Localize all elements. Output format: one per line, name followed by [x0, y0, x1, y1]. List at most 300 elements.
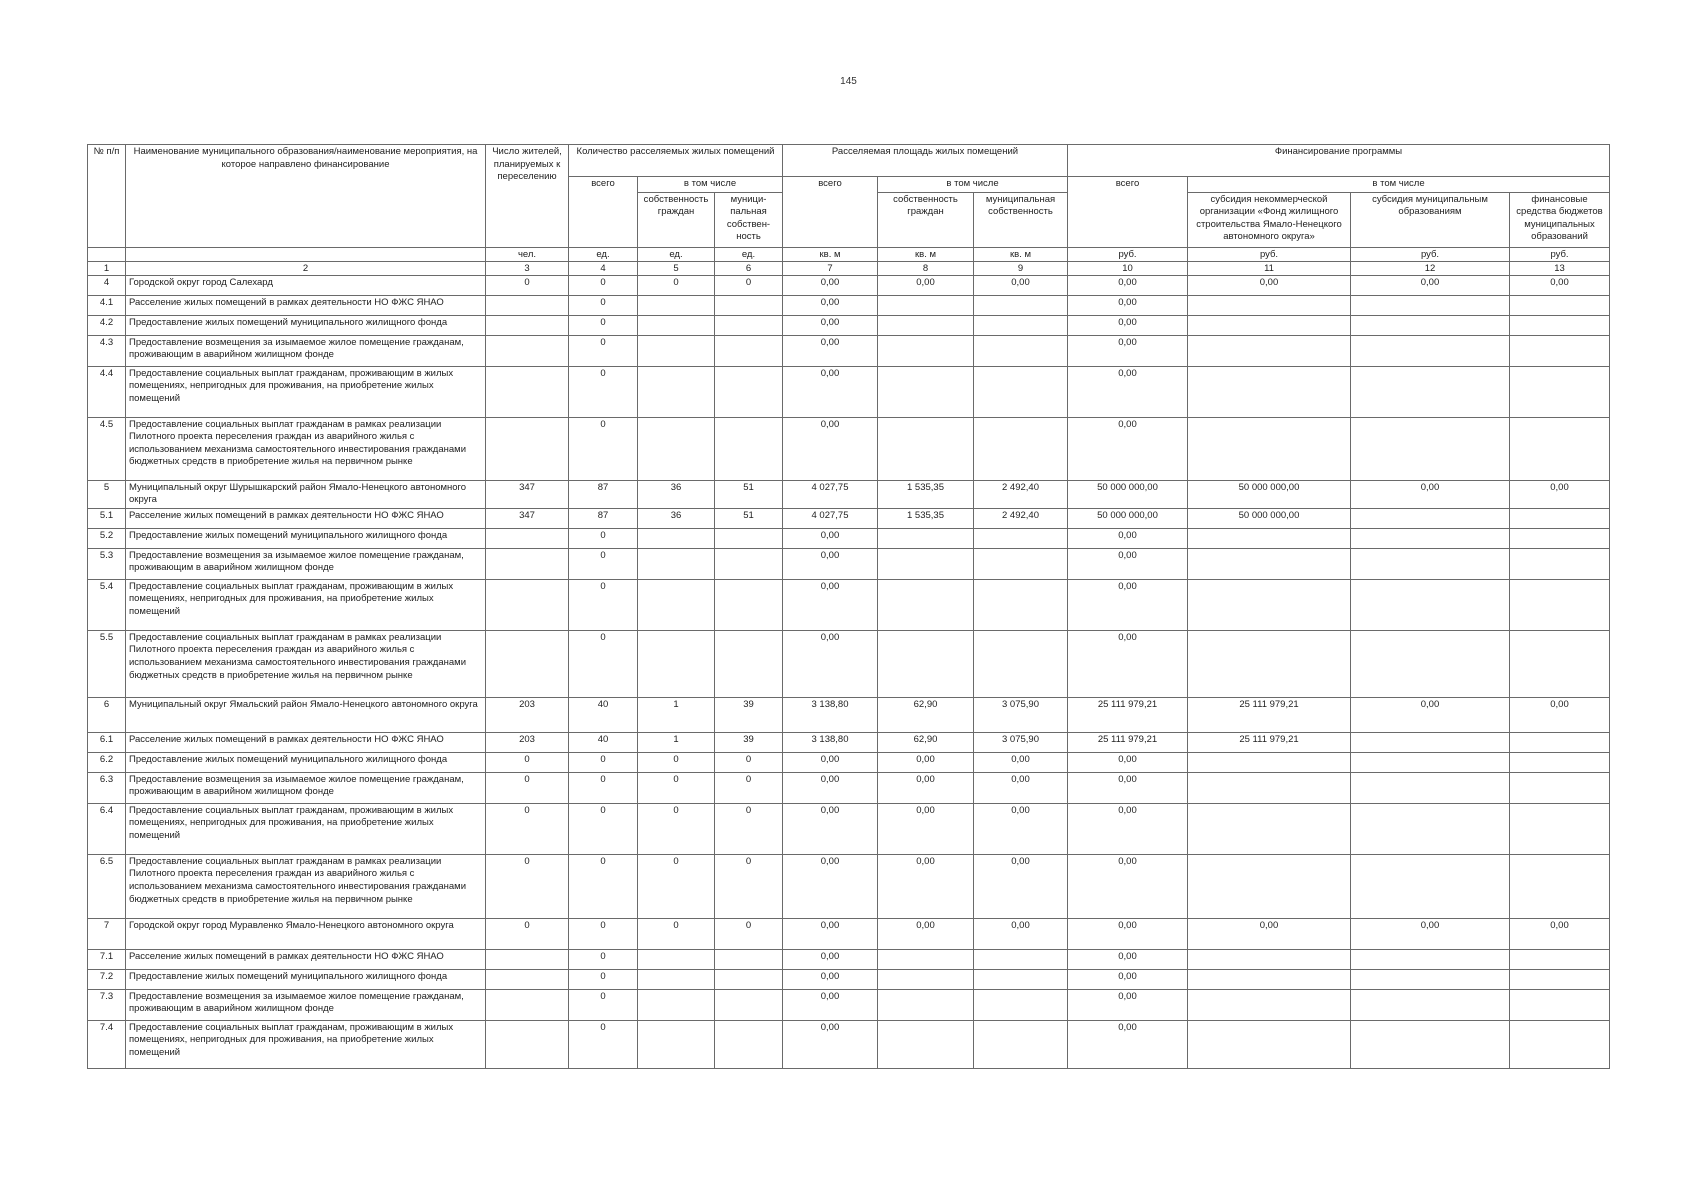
- value-cell: [638, 366, 715, 417]
- value-cell: [638, 295, 715, 315]
- value-cell: [1188, 854, 1351, 918]
- column-index: 3: [486, 261, 569, 275]
- row-number-cell: 4.2: [88, 315, 126, 335]
- table-row: [88, 969, 1610, 989]
- row-number-cell: 4.3: [88, 335, 126, 366]
- value-cell: 0,00: [974, 275, 1068, 295]
- value-cell: 51: [715, 508, 783, 528]
- table-row: [88, 949, 1610, 969]
- value-cell: 40: [569, 697, 638, 732]
- column-index: 8: [878, 261, 974, 275]
- value-cell: [638, 417, 715, 480]
- table-row: [88, 335, 1610, 366]
- value-cell: 0: [638, 275, 715, 295]
- value-cell: [1351, 803, 1510, 854]
- value-cell: [1188, 803, 1351, 854]
- value-cell: 0,00: [1068, 772, 1188, 803]
- value-cell: 0: [715, 918, 783, 949]
- column-index: 4: [569, 261, 638, 275]
- value-cell: 2 492,40: [974, 508, 1068, 528]
- value-cell: [1510, 989, 1610, 1020]
- value-cell: 0,00: [783, 417, 878, 480]
- value-cell: 0: [569, 335, 638, 366]
- value-cell: [715, 969, 783, 989]
- value-cell: [715, 528, 783, 548]
- value-cell: [878, 528, 974, 548]
- value-cell: [1351, 1020, 1510, 1068]
- value-cell: [878, 1020, 974, 1068]
- row-name-cell: Предоставление социальных выплат гражданам, проживающим в жилых помещениях, непригодных для проживания, на приобретение жилых помещений: [126, 1020, 486, 1068]
- value-cell: [1510, 772, 1610, 803]
- row-name-cell: Предоставление возмещения за изымаемое жилое помещение гражданам, проживающим в аварийном жилищном фонде: [126, 548, 486, 579]
- row-name-cell: Предоставление социальных выплат гражданам, проживающим в жилых помещениях, непригодных для проживания, на приобретение жилых помещений: [126, 366, 486, 417]
- value-cell: 0: [486, 752, 569, 772]
- value-cell: [878, 335, 974, 366]
- unit-cell: ед.: [569, 247, 638, 261]
- header-qty-incl: в том числе: [638, 177, 783, 193]
- row-number-cell: 5: [88, 480, 126, 508]
- value-cell: [1351, 732, 1510, 752]
- value-cell: [486, 969, 569, 989]
- row-number-cell: 5.5: [88, 630, 126, 697]
- value-cell: 0,00: [783, 989, 878, 1020]
- unit-cell: чел.: [486, 247, 569, 261]
- header-qty-group: Количество расселяемых жилых помещений: [569, 145, 783, 177]
- value-cell: 0: [486, 772, 569, 803]
- table-row: [88, 752, 1610, 772]
- row-number-cell: 7.3: [88, 989, 126, 1020]
- value-cell: [715, 335, 783, 366]
- value-cell: 87: [569, 480, 638, 508]
- value-cell: 0,00: [1510, 480, 1610, 508]
- row-name-cell: Предоставление жилых помещений муниципального жилищного фонда: [126, 969, 486, 989]
- table-row: [88, 480, 1610, 508]
- value-cell: 0: [569, 949, 638, 969]
- value-cell: 0,00: [1068, 854, 1188, 918]
- value-cell: [974, 1020, 1068, 1068]
- value-cell: [1351, 630, 1510, 697]
- value-cell: 0,00: [1068, 579, 1188, 630]
- value-cell: 0,00: [783, 752, 878, 772]
- value-cell: [878, 417, 974, 480]
- unit-cell: кв. м: [783, 247, 878, 261]
- table-body: [88, 275, 1610, 1068]
- row-name-cell: Муниципальный округ Шурышкарский район Ямало-Ненецкого автономного округа: [126, 480, 486, 508]
- value-cell: [1510, 969, 1610, 989]
- value-cell: [1188, 315, 1351, 335]
- value-cell: 0,00: [1068, 989, 1188, 1020]
- value-cell: 25 111 979,21: [1188, 732, 1351, 752]
- value-cell: 1 535,35: [878, 508, 974, 528]
- row-name-cell: Предоставление возмещения за изымаемое жилое помещение гражданам, проживающим в аварийном жилищном фонде: [126, 989, 486, 1020]
- value-cell: [878, 366, 974, 417]
- value-cell: [715, 366, 783, 417]
- row-number-cell: 5.3: [88, 548, 126, 579]
- header-area-total: всего: [783, 177, 878, 248]
- value-cell: [878, 315, 974, 335]
- row-number-cell: 4.1: [88, 295, 126, 315]
- header-subsidy-fund: субсидия некоммерческой организации «Фонд жилищного строительства Ямало-Ненецкого автономного округа»: [1188, 192, 1351, 247]
- value-cell: 0: [569, 528, 638, 548]
- value-cell: [1188, 366, 1351, 417]
- value-cell: 0,00: [1068, 417, 1188, 480]
- value-cell: [1510, 315, 1610, 335]
- value-cell: 0,00: [974, 752, 1068, 772]
- value-cell: [1188, 949, 1351, 969]
- value-cell: [638, 548, 715, 579]
- value-cell: [715, 949, 783, 969]
- value-cell: 0: [569, 548, 638, 579]
- row-number-cell: 4.5: [88, 417, 126, 480]
- row-name-cell: Городской округ город Салехард: [126, 275, 486, 295]
- value-cell: [1188, 1020, 1351, 1068]
- value-cell: 0: [638, 918, 715, 949]
- row-name-cell: Предоставление социальных выплат гражданам в рамках реализации Пилотного проекта переселения граждан из аварийного жилья с использованием механизма самостоятельного инвестирования гражданами бюджетных средств в приобретение жилья на первичном рынке: [126, 630, 486, 697]
- value-cell: 0,00: [1068, 528, 1188, 548]
- value-cell: [638, 335, 715, 366]
- row-number-cell: 6.4: [88, 803, 126, 854]
- column-index: 1: [88, 261, 126, 275]
- header-area-municipal: муниципальная собственность: [974, 192, 1068, 247]
- value-cell: [715, 315, 783, 335]
- value-cell: 0,00: [1510, 275, 1610, 295]
- header-residents: Число жителей, планируемых к переселению: [486, 145, 569, 248]
- value-cell: 0,00: [783, 295, 878, 315]
- value-cell: 0,00: [783, 528, 878, 548]
- value-cell: [878, 548, 974, 579]
- value-cell: [1188, 528, 1351, 548]
- value-cell: [486, 366, 569, 417]
- header-fin-total: всего: [1068, 177, 1188, 248]
- value-cell: 0,00: [878, 772, 974, 803]
- value-cell: [486, 315, 569, 335]
- table-row: [88, 1020, 1610, 1068]
- value-cell: 0,00: [1068, 1020, 1188, 1068]
- value-cell: 0,00: [1351, 480, 1510, 508]
- value-cell: 0,00: [783, 335, 878, 366]
- value-cell: [638, 989, 715, 1020]
- unit-cell: руб.: [1510, 247, 1610, 261]
- value-cell: 0: [638, 803, 715, 854]
- value-cell: [1510, 752, 1610, 772]
- value-cell: [1351, 752, 1510, 772]
- value-cell: [1351, 579, 1510, 630]
- row-name-cell: Предоставление жилых помещений муниципального жилищного фонда: [126, 528, 486, 548]
- header-num: № п/п: [88, 145, 126, 248]
- value-cell: [486, 295, 569, 315]
- value-cell: 62,90: [878, 732, 974, 752]
- value-cell: 36: [638, 480, 715, 508]
- row-name-cell: Предоставление социальных выплат гражданам в рамках реализации Пилотного проекта переселения граждан из аварийного жилья с использованием механизма самостоятельного инвестирования гражданами бюджетных средств в приобретение жилья на первичном рынке: [126, 854, 486, 918]
- value-cell: 0: [569, 854, 638, 918]
- table-row: [88, 548, 1610, 579]
- value-cell: 39: [715, 697, 783, 732]
- value-cell: [974, 989, 1068, 1020]
- value-cell: 0,00: [783, 275, 878, 295]
- row-name-cell: Расселение жилых помещений в рамках деятельности НО ФЖС ЯНАО: [126, 295, 486, 315]
- value-cell: [638, 1020, 715, 1068]
- value-cell: [974, 630, 1068, 697]
- column-index: 11: [1188, 261, 1351, 275]
- value-cell: 0,00: [783, 772, 878, 803]
- unit-cell: руб.: [1068, 247, 1188, 261]
- column-index: 13: [1510, 261, 1610, 275]
- value-cell: 0: [569, 969, 638, 989]
- row-number-cell: 6.1: [88, 732, 126, 752]
- value-cell: 0,00: [878, 275, 974, 295]
- value-cell: [1510, 630, 1610, 697]
- row-number-cell: 5.2: [88, 528, 126, 548]
- value-cell: 0: [486, 275, 569, 295]
- header-name: Наименование муниципального образования/наименование мероприятия, на которое направлено финансирование: [126, 145, 486, 248]
- value-cell: 0,00: [783, 366, 878, 417]
- table-row: [88, 295, 1610, 315]
- value-cell: [878, 969, 974, 989]
- value-cell: 0,00: [783, 918, 878, 949]
- value-cell: 0,00: [783, 630, 878, 697]
- value-cell: 1: [638, 732, 715, 752]
- unit-cell: руб.: [1188, 247, 1351, 261]
- value-cell: 40: [569, 732, 638, 752]
- value-cell: [486, 949, 569, 969]
- header-fin-group: Финансирование программы: [1068, 145, 1610, 177]
- value-cell: [1510, 1020, 1610, 1068]
- value-cell: 0: [715, 275, 783, 295]
- value-cell: 3 138,80: [783, 697, 878, 732]
- value-cell: 0,00: [1068, 803, 1188, 854]
- value-cell: 0,00: [1068, 366, 1188, 417]
- value-cell: 3 075,90: [974, 697, 1068, 732]
- value-cell: 0,00: [783, 854, 878, 918]
- value-cell: [486, 528, 569, 548]
- value-cell: [486, 335, 569, 366]
- value-cell: [1188, 630, 1351, 697]
- value-cell: [715, 1020, 783, 1068]
- value-cell: 3 138,80: [783, 732, 878, 752]
- header-area-group: Расселяемая площадь жилых помещений: [783, 145, 1068, 177]
- program-table: [87, 144, 1610, 1069]
- value-cell: 0,00: [783, 1020, 878, 1068]
- value-cell: [1188, 772, 1351, 803]
- row-name-cell: Муниципальный округ Ямальский район Ямало-Ненецкого автономного округа: [126, 697, 486, 732]
- row-name-cell: Городской округ город Муравленко Ямало-Ненецкого автономного округа: [126, 918, 486, 949]
- row-number-cell: 7.1: [88, 949, 126, 969]
- row-name-cell: Предоставление жилых помещений муниципального жилищного фонда: [126, 315, 486, 335]
- value-cell: [1188, 989, 1351, 1020]
- row-number-cell: 7.2: [88, 969, 126, 989]
- value-cell: [974, 335, 1068, 366]
- value-cell: [1351, 989, 1510, 1020]
- table-row: [88, 366, 1610, 417]
- value-cell: [1510, 949, 1610, 969]
- row-name-cell: Предоставление возмещения за изымаемое жилое помещение гражданам, проживающим в аварийном жилищном фонде: [126, 335, 486, 366]
- value-cell: [878, 630, 974, 697]
- value-cell: [1510, 579, 1610, 630]
- value-cell: 0,00: [878, 752, 974, 772]
- value-cell: [1351, 508, 1510, 528]
- header-qty-own-citizens: собственность граждан: [638, 192, 715, 247]
- row-name-cell: Предоставление социальных выплат гражданам, проживающим в жилых помещениях, непригодных для проживания, на приобретение жилых помещений: [126, 579, 486, 630]
- value-cell: 0,00: [974, 918, 1068, 949]
- unit-cell: ед.: [715, 247, 783, 261]
- value-cell: 50 000 000,00: [1068, 508, 1188, 528]
- value-cell: 0: [715, 752, 783, 772]
- value-cell: [1351, 295, 1510, 315]
- value-cell: [715, 548, 783, 579]
- row-name-cell: Предоставление социальных выплат гражданам, проживающим в жилых помещениях, непригодных для проживания, на приобретение жилых помещений: [126, 803, 486, 854]
- value-cell: [715, 295, 783, 315]
- value-cell: [974, 579, 1068, 630]
- value-cell: 0: [715, 854, 783, 918]
- value-cell: 50 000 000,00: [1188, 508, 1351, 528]
- value-cell: 0,00: [783, 548, 878, 579]
- value-cell: [1351, 417, 1510, 480]
- value-cell: [974, 528, 1068, 548]
- value-cell: [974, 548, 1068, 579]
- value-cell: [1351, 315, 1510, 335]
- value-cell: [486, 548, 569, 579]
- row-number-cell: 5.4: [88, 579, 126, 630]
- column-index: 9: [974, 261, 1068, 275]
- value-cell: [1351, 772, 1510, 803]
- value-cell: [715, 989, 783, 1020]
- value-cell: 3 075,90: [974, 732, 1068, 752]
- value-cell: 0: [569, 772, 638, 803]
- value-cell: 1 535,35: [878, 480, 974, 508]
- header-area-incl: в том числе: [878, 177, 1068, 193]
- value-cell: [486, 579, 569, 630]
- value-cell: [1351, 366, 1510, 417]
- value-cell: [638, 579, 715, 630]
- value-cell: 0: [715, 803, 783, 854]
- table-row: [88, 275, 1610, 295]
- value-cell: 0,00: [1510, 918, 1610, 949]
- row-name-cell: Предоставление социальных выплат гражданам в рамках реализации Пилотного проекта переселения граждан из аварийного жилья с использованием механизма самостоятельного инвестирования гражданами бюджетных средств в приобретение жилья на первичном рынке: [126, 417, 486, 480]
- table-row: [88, 417, 1610, 480]
- value-cell: 0: [569, 1020, 638, 1068]
- row-number-cell: 6.2: [88, 752, 126, 772]
- value-cell: [715, 579, 783, 630]
- value-cell: 0,00: [974, 803, 1068, 854]
- value-cell: [1510, 335, 1610, 366]
- value-cell: 0,00: [1188, 275, 1351, 295]
- value-cell: [1188, 969, 1351, 989]
- value-cell: [638, 630, 715, 697]
- value-cell: 0,00: [783, 315, 878, 335]
- value-cell: [715, 417, 783, 480]
- table-row: [88, 803, 1610, 854]
- value-cell: [1510, 548, 1610, 579]
- value-cell: 0,00: [1068, 752, 1188, 772]
- value-cell: [486, 1020, 569, 1068]
- row-name-cell: Расселение жилых помещений в рамках деятельности НО ФЖС ЯНАО: [126, 732, 486, 752]
- value-cell: [486, 989, 569, 1020]
- value-cell: 0,00: [1068, 918, 1188, 949]
- row-name-cell: Расселение жилых помещений в рамках деятельности НО ФЖС ЯНАО: [126, 508, 486, 528]
- value-cell: 0: [569, 989, 638, 1020]
- value-cell: 0,00: [1068, 630, 1188, 697]
- unit-cell: ед.: [638, 247, 715, 261]
- value-cell: [486, 417, 569, 480]
- row-name-cell: Предоставление возмещения за изымаемое жилое помещение гражданам, проживающим в аварийном жилищном фонде: [126, 772, 486, 803]
- value-cell: 4 027,75: [783, 508, 878, 528]
- value-cell: [638, 315, 715, 335]
- table-row: [88, 579, 1610, 630]
- value-cell: 0,00: [1068, 335, 1188, 366]
- row-number-cell: 6.5: [88, 854, 126, 918]
- value-cell: [878, 989, 974, 1020]
- value-cell: 51: [715, 480, 783, 508]
- table-row: [88, 989, 1610, 1020]
- row-name-cell: Расселение жилых помещений в рамках деятельности НО ФЖС ЯНАО: [126, 949, 486, 969]
- value-cell: 2 492,40: [974, 480, 1068, 508]
- table-row: [88, 732, 1610, 752]
- value-cell: [1351, 949, 1510, 969]
- value-cell: 0,00: [1188, 918, 1351, 949]
- value-cell: [1510, 295, 1610, 315]
- header-subsidy-mun: субсидия муниципальным образованиям: [1351, 192, 1510, 247]
- value-cell: 50 000 000,00: [1068, 480, 1188, 508]
- value-cell: [974, 366, 1068, 417]
- value-cell: 0,00: [878, 803, 974, 854]
- value-cell: [1188, 295, 1351, 315]
- value-cell: [1351, 548, 1510, 579]
- value-cell: [1510, 366, 1610, 417]
- value-cell: 0,00: [783, 579, 878, 630]
- value-cell: [638, 528, 715, 548]
- value-cell: [1510, 732, 1610, 752]
- table-row: [88, 918, 1610, 949]
- value-cell: 0,00: [1068, 949, 1188, 969]
- value-cell: 0: [569, 752, 638, 772]
- row-number-cell: 5.1: [88, 508, 126, 528]
- value-cell: 0: [486, 803, 569, 854]
- unit-cell: кв. м: [974, 247, 1068, 261]
- value-cell: 0: [569, 315, 638, 335]
- row-number-cell: 4: [88, 275, 126, 295]
- value-cell: 0: [486, 918, 569, 949]
- column-index: 2: [126, 261, 486, 275]
- value-cell: [1510, 854, 1610, 918]
- value-cell: 0: [569, 417, 638, 480]
- value-cell: 0: [569, 630, 638, 697]
- value-cell: 1: [638, 697, 715, 732]
- value-cell: 347: [486, 480, 569, 508]
- value-cell: [974, 969, 1068, 989]
- value-cell: 0,00: [1068, 275, 1188, 295]
- value-cell: 0: [638, 854, 715, 918]
- value-cell: 4 027,75: [783, 480, 878, 508]
- header-qty-municipal: муници- пальная собствен- ность: [715, 192, 783, 247]
- value-cell: [1510, 528, 1610, 548]
- header-area-own-citizens: собственность граждан: [878, 192, 974, 247]
- row-name-cell: Предоставление жилых помещений муниципального жилищного фонда: [126, 752, 486, 772]
- value-cell: 203: [486, 732, 569, 752]
- table-row: [88, 315, 1610, 335]
- value-cell: [1188, 417, 1351, 480]
- value-cell: [1351, 528, 1510, 548]
- value-cell: 0: [569, 803, 638, 854]
- value-cell: [878, 949, 974, 969]
- value-cell: [1188, 752, 1351, 772]
- header-budget-funds: финансовые средства бюджетов муниципальных образований: [1510, 192, 1610, 247]
- value-cell: 0: [569, 295, 638, 315]
- value-cell: [715, 630, 783, 697]
- value-cell: [1188, 335, 1351, 366]
- table-header: [88, 145, 1610, 276]
- value-cell: 0: [638, 752, 715, 772]
- row-number-cell: 6: [88, 697, 126, 732]
